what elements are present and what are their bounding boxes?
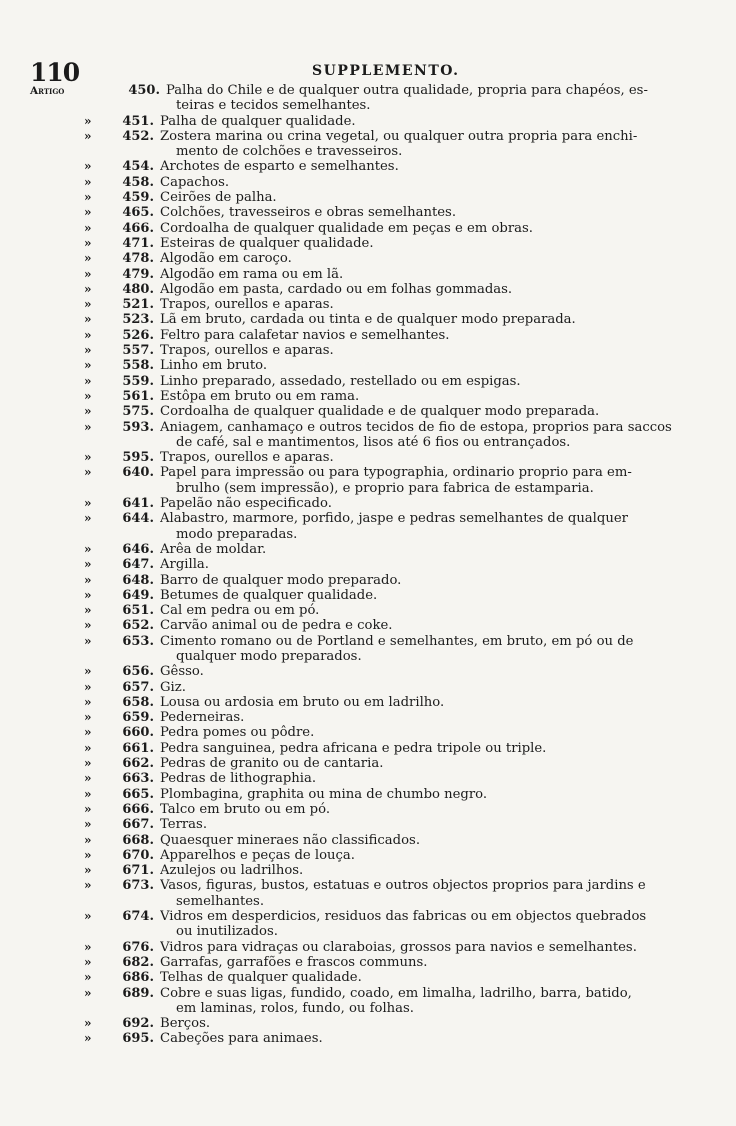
entry-first-line	[0, 374, 736, 389]
article-number: 674.	[122, 909, 154, 925]
article-text: Archotes de esparto e semelhantes.	[160, 159, 399, 175]
ditto-mark: »	[84, 465, 92, 480]
article-text: Palha do Chile e de qualquer outra qualidade, propria para chapéos, es-	[166, 83, 648, 98]
article-entry	[0, 573, 736, 588]
article-text: Papel para impressão ou para typographia, ordinario proprio para em-	[160, 465, 632, 481]
article-entry	[0, 159, 736, 174]
article-number: 653.	[122, 633, 154, 649]
ditto-mark: »	[84, 373, 92, 388]
ditto-mark: »	[84, 603, 92, 618]
entry-first-line	[0, 542, 736, 557]
article-number: 593.	[122, 419, 154, 435]
article-text: Papelão não especificado.	[160, 496, 332, 512]
running-title: SUPPLEMENTO.	[312, 63, 460, 79]
article-number: 478.	[122, 251, 154, 267]
ditto-mark: »	[84, 220, 92, 235]
article-number: 595.	[122, 450, 154, 466]
ditto-mark: »	[84, 664, 92, 679]
article-text: Cobre e suas ligas, fundido, coado, em limalha, ladrilho, barra, batido,	[160, 985, 632, 1001]
entry-first-line	[0, 603, 736, 618]
article-number: 647.	[122, 557, 154, 573]
ditto-mark: »	[84, 281, 92, 296]
article-entry	[0, 221, 736, 236]
article-number: 479.	[122, 266, 154, 282]
ditto-mark: »	[84, 128, 92, 143]
ditto-mark: »	[84, 159, 92, 174]
article-text: Vidros para vidraças ou claraboias, grossos para navios e semelhantes.	[160, 939, 637, 955]
article-entry	[0, 496, 736, 511]
entry-first-line	[0, 496, 736, 511]
entry-first-line	[0, 190, 736, 205]
entry-first-line	[0, 1031, 736, 1046]
article-number: 662.	[122, 756, 154, 772]
article-entry	[0, 83, 736, 114]
entry-first-line	[0, 511, 736, 526]
ditto-mark: »	[84, 618, 92, 633]
article-entry	[0, 787, 736, 802]
entry-first-line	[0, 863, 736, 878]
article-text: Linho em bruto.	[160, 358, 268, 374]
article-entry	[0, 557, 736, 572]
article-entry	[0, 114, 736, 129]
article-number: 659.	[122, 710, 154, 726]
article-text: Estôpa em bruto ou em rama.	[160, 388, 360, 404]
article-entry	[0, 542, 736, 557]
ditto-mark: »	[84, 985, 92, 1000]
ditto-mark: »	[84, 388, 92, 403]
article-entry	[0, 940, 736, 955]
ditto-mark: »	[84, 572, 92, 587]
ditto-mark: »	[84, 297, 92, 312]
entry-first-line	[0, 159, 736, 174]
article-text: Linho preparado, assedado, restellado ou em espigas.	[160, 373, 521, 389]
article-entry	[0, 1031, 736, 1046]
article-entry	[0, 878, 736, 909]
article-entry	[0, 297, 736, 312]
article-text-continuation: brulho (sem impressão), e proprio para fabrica de estamparia.	[176, 480, 594, 496]
entry-first-line	[0, 618, 736, 633]
page-number: 110	[30, 58, 80, 87]
article-text: Algodão em rama ou em lã.	[160, 266, 344, 282]
article-number: 658.	[122, 694, 154, 710]
entry-first-line	[0, 787, 736, 802]
article-number: 661.	[122, 740, 154, 756]
ditto-mark: »	[84, 801, 92, 816]
ditto-mark: »	[84, 863, 92, 878]
ditto-mark: »	[84, 970, 92, 985]
ditto-mark: »	[84, 190, 92, 205]
ditto-mark: »	[84, 327, 92, 342]
article-entry	[0, 725, 736, 740]
entry-first-line	[0, 205, 736, 220]
article-entry	[0, 511, 736, 542]
ditto-mark: »	[84, 909, 92, 924]
article-entry	[0, 863, 736, 878]
article-number: 649.	[122, 587, 154, 603]
article-text: Feltro para calafetar navios e semelhantes.	[160, 327, 450, 343]
article-entry	[0, 741, 736, 756]
entry-first-line	[0, 450, 736, 465]
article-number: 471.	[122, 235, 154, 251]
article-text: Alabastro, marmore, porfido, jaspe e pedras semelhantes de qualquer	[160, 511, 628, 527]
article-text-continuation: ou inutilizados.	[176, 924, 278, 940]
article-text: Pederneiras.	[160, 710, 245, 726]
entry-first-line	[0, 465, 736, 480]
entry-first-line	[0, 328, 736, 343]
article-entry	[0, 404, 736, 419]
entry-first-line	[0, 970, 736, 985]
ditto-mark: »	[84, 954, 92, 969]
article-number: 558.	[122, 358, 154, 374]
entry-first-line	[0, 802, 736, 817]
article-text: Trapos, ourellos e aparas.	[160, 450, 334, 466]
article-entry	[0, 450, 736, 465]
article-text: Giz.	[160, 679, 186, 695]
article-entry	[0, 618, 736, 633]
entry-first-line	[0, 955, 736, 970]
entry-first-line	[0, 297, 736, 312]
ditto-mark: »	[84, 174, 92, 189]
ditto-mark: »	[84, 251, 92, 266]
article-number: 644.	[122, 511, 154, 527]
ditto-mark: »	[84, 771, 92, 786]
article-number: 667.	[122, 817, 154, 833]
ditto-mark: »	[84, 725, 92, 740]
entry-first-line	[0, 343, 736, 358]
entry-first-line	[0, 1016, 736, 1031]
article-number: 641.	[122, 496, 154, 512]
article-entry	[0, 129, 736, 160]
article-entry	[0, 312, 736, 327]
ditto-mark: »	[84, 358, 92, 373]
article-text: Berços.	[160, 1016, 211, 1032]
article-number: 666.	[122, 801, 154, 817]
article-number: 452.	[122, 128, 154, 144]
ditto-mark: »	[84, 205, 92, 220]
article-text: Cordoalha de qualquer qualidade e de qualquer modo preparada.	[160, 404, 600, 420]
article-number: 660.	[122, 725, 154, 741]
article-entry	[0, 1016, 736, 1031]
entry-first-line	[0, 251, 736, 266]
article-text: Algodão em caroço.	[160, 251, 292, 267]
article-number: 559.	[122, 373, 154, 389]
article-text: Gêsso.	[160, 664, 204, 680]
article-text-continuation: em laminas, rolos, fundo, ou folhas.	[176, 1000, 414, 1016]
article-text: Cordoalha de qualquer qualidade em peças e em obras.	[160, 220, 533, 236]
article-number: 523.	[122, 312, 154, 328]
article-text: Palha de qualquer qualidade.	[160, 113, 356, 129]
article-number: 640.	[122, 465, 154, 481]
article-entry	[0, 756, 736, 771]
article-entry	[0, 267, 736, 282]
article-number: 450.	[128, 83, 160, 98]
article-number: 561.	[122, 388, 154, 404]
ditto-mark: »	[84, 817, 92, 832]
article-text: Trapos, ourellos e aparas.	[160, 297, 334, 313]
article-text-continuation: mento de colchões e travesseiros.	[176, 144, 403, 160]
article-entry	[0, 833, 736, 848]
article-entry	[0, 603, 736, 618]
article-entry	[0, 175, 736, 190]
entry-first-line	[0, 725, 736, 740]
ditto-mark: »	[84, 786, 92, 801]
article-number: 673.	[122, 878, 154, 894]
article-text: Plombagina, graphita ou mina de chumbo negro.	[160, 786, 488, 802]
article-text: Algodão em pasta, cardado ou em folhas gommadas.	[160, 281, 513, 297]
article-entry	[0, 680, 736, 695]
article-text: Cal em pedra ou em pó.	[160, 603, 320, 619]
article-text: Zostera marina ou crina vegetal, ou qualquer outra propria para enchi-	[160, 128, 638, 144]
ditto-mark: »	[84, 847, 92, 862]
article-text: Trapos, ourellos e aparas.	[160, 343, 334, 359]
article-number: 466.	[122, 220, 154, 236]
article-entry	[0, 695, 736, 710]
article-entry	[0, 588, 736, 603]
article-number: 459.	[122, 190, 154, 206]
article-text: Apparelhos e peças de louça.	[160, 847, 355, 863]
entry-first-line	[0, 878, 736, 893]
article-entry	[0, 251, 736, 266]
article-number: 526.	[122, 327, 154, 343]
entry-first-line	[0, 358, 736, 373]
article-entry	[0, 986, 736, 1017]
article-number: 692.	[122, 1016, 154, 1032]
article-text: Arêa de moldar.	[160, 541, 267, 557]
article-entry	[0, 236, 736, 251]
article-number: 458.	[122, 174, 154, 190]
article-text: Vidros em desperdicios, residuos das fabricas ou em objectos quebrados	[160, 909, 647, 925]
entry-first-line	[0, 695, 736, 710]
ditto-mark: »	[84, 113, 92, 128]
article-text: Esteiras de qualquer qualidade.	[160, 235, 374, 251]
ditto-mark: »	[84, 633, 92, 648]
article-entry	[0, 389, 736, 404]
article-number: 686.	[122, 970, 154, 986]
article-number: 676.	[122, 939, 154, 955]
article-text-continuation: qualquer modo preparados.	[176, 648, 362, 664]
article-label: Artigo	[30, 85, 65, 97]
article-text: Cimento romano ou de Portland e semelhantes, em bruto, em pó ou de	[160, 633, 634, 649]
article-text: Cabeções para animaes.	[160, 1031, 323, 1047]
ditto-mark: »	[84, 679, 92, 694]
article-entry	[0, 817, 736, 832]
article-text: Pedras de granito ou de cantaria.	[160, 756, 384, 772]
entry-first-line	[0, 817, 736, 832]
article-entry	[0, 343, 736, 358]
ditto-mark: »	[84, 740, 92, 755]
article-text-continuation: modo preparadas.	[176, 526, 298, 542]
ditto-mark: »	[84, 266, 92, 281]
article-entry	[0, 634, 736, 665]
ditto-mark: »	[84, 878, 92, 893]
article-text: Azulejos ou ladrilhos.	[160, 863, 304, 879]
entry-first-line	[0, 771, 736, 786]
article-text: Capachos.	[160, 174, 230, 190]
article-text: Pedra sanguinea, pedra africana e pedra tripole ou triple.	[160, 740, 547, 756]
article-number: 652.	[122, 618, 154, 634]
article-text: Ceirões de palha.	[160, 190, 277, 206]
article-entry	[0, 282, 736, 297]
entry-first-line	[0, 634, 736, 649]
article-text: Terras.	[160, 817, 208, 833]
entry-first-line	[0, 221, 736, 236]
ditto-mark: »	[84, 557, 92, 572]
entry-first-line	[0, 389, 736, 404]
ditto-mark: »	[84, 450, 92, 465]
ditto-mark: »	[84, 756, 92, 771]
ditto-mark: »	[84, 1016, 92, 1031]
article-text: Betumes de qualquer qualidade.	[160, 587, 378, 603]
entry-first-line	[0, 664, 736, 679]
entry-first-line	[0, 175, 736, 190]
article-entry	[0, 664, 736, 679]
article-text-continuation: semelhantes.	[176, 893, 265, 909]
article-number: 663.	[122, 771, 154, 787]
article-text: Aniagem, canhamaço e outros tecidos de fio de estopa, proprios para saccos	[160, 419, 672, 435]
article-text: Vasos, figuras, bustos, estatuas e outros objectos proprios para jardins e	[160, 878, 646, 894]
article-number: 671.	[122, 863, 154, 879]
entry-first-line	[0, 129, 736, 144]
article-number: 480.	[122, 281, 154, 297]
article-number: 695.	[122, 1031, 154, 1047]
entry-first-line	[0, 83, 736, 98]
article-entry	[0, 465, 736, 496]
article-entry	[0, 802, 736, 817]
entry-first-line	[0, 756, 736, 771]
ditto-mark: »	[84, 1031, 92, 1046]
article-text: Pedras de lithographia.	[160, 771, 317, 787]
article-text: Telhas de qualquer qualidade.	[160, 970, 362, 986]
entry-first-line	[0, 741, 736, 756]
article-entry	[0, 970, 736, 985]
article-number: 689.	[122, 985, 154, 1001]
entry-first-line	[0, 710, 736, 725]
article-entry	[0, 710, 736, 725]
entry-first-line	[0, 420, 736, 435]
article-text: Quaesquer mineraes não classificados.	[160, 832, 421, 848]
article-entry	[0, 955, 736, 970]
article-number: 557.	[122, 343, 154, 359]
article-entry	[0, 190, 736, 205]
entry-first-line	[0, 267, 736, 282]
ditto-mark: »	[84, 235, 92, 250]
ditto-mark: »	[84, 511, 92, 526]
ditto-mark: »	[84, 496, 92, 511]
article-entry	[0, 771, 736, 786]
article-number: 521.	[122, 297, 154, 313]
article-number: 648.	[122, 572, 154, 588]
article-number: 668.	[122, 832, 154, 848]
article-number: 665.	[122, 786, 154, 802]
ditto-mark: »	[84, 312, 92, 327]
ditto-mark: »	[84, 832, 92, 847]
entry-first-line	[0, 680, 736, 695]
entry-first-line	[0, 940, 736, 955]
article-number: 454.	[122, 159, 154, 175]
entry-first-line	[0, 404, 736, 419]
article-entry	[0, 374, 736, 389]
article-number: 575.	[122, 404, 154, 420]
article-entry	[0, 420, 736, 451]
article-text: Pedra pomes ou pôdre.	[160, 725, 315, 741]
ditto-mark: »	[84, 587, 92, 602]
entry-first-line	[0, 848, 736, 863]
article-entry	[0, 848, 736, 863]
article-number: 656.	[122, 664, 154, 680]
article-text-continuation: teiras e tecidos semelhantes.	[176, 98, 371, 114]
entry-first-line	[0, 236, 736, 251]
article-text: Garrafas, garrafões e frascos communs.	[160, 954, 428, 970]
article-text: Lã em bruto, cardada ou tinta e de qualquer modo preparada.	[160, 312, 576, 328]
ditto-mark: »	[84, 343, 92, 358]
article-number: 451.	[122, 113, 154, 129]
article-text: Lousa ou ardosia em bruto ou em ladrilho.	[160, 694, 445, 710]
article-text: Argilla.	[160, 557, 209, 573]
ditto-mark: »	[84, 419, 92, 434]
page-header	[0, 58, 736, 87]
entry-first-line	[0, 909, 736, 924]
entry-first-line	[0, 986, 736, 1001]
article-text-continuation: de café, sal e mantimentos, lisos até 6 fios ou entrançados.	[176, 434, 571, 450]
ditto-mark: »	[84, 404, 92, 419]
ditto-mark: »	[84, 694, 92, 709]
entry-first-line	[0, 573, 736, 588]
article-entry	[0, 358, 736, 373]
ditto-mark: »	[84, 541, 92, 556]
entry-first-line	[0, 312, 736, 327]
entry-first-line	[0, 833, 736, 848]
article-number: 651.	[122, 603, 154, 619]
article-text: Colchões, travesseiros e obras semelhantes.	[160, 205, 457, 221]
article-number: 657.	[122, 679, 154, 695]
article-list	[0, 83, 736, 1047]
article-entry	[0, 205, 736, 220]
article-number: 682.	[122, 954, 154, 970]
article-text: Barro de qualquer modo preparado.	[160, 572, 402, 588]
entry-first-line	[0, 588, 736, 603]
ditto-mark: »	[84, 939, 92, 954]
entry-first-line	[0, 557, 736, 572]
article-entry	[0, 909, 736, 940]
article-number: 670.	[122, 847, 154, 863]
article-text: Carvão animal ou de pedra e coke.	[160, 618, 393, 634]
entry-first-line	[0, 282, 736, 297]
article-entry	[0, 328, 736, 343]
entry-first-line	[0, 114, 736, 129]
article-number: 646.	[122, 541, 154, 557]
ditto-mark: »	[84, 710, 92, 725]
article-text: Talco em bruto ou em pó.	[160, 801, 331, 817]
article-number: 465.	[122, 205, 154, 221]
